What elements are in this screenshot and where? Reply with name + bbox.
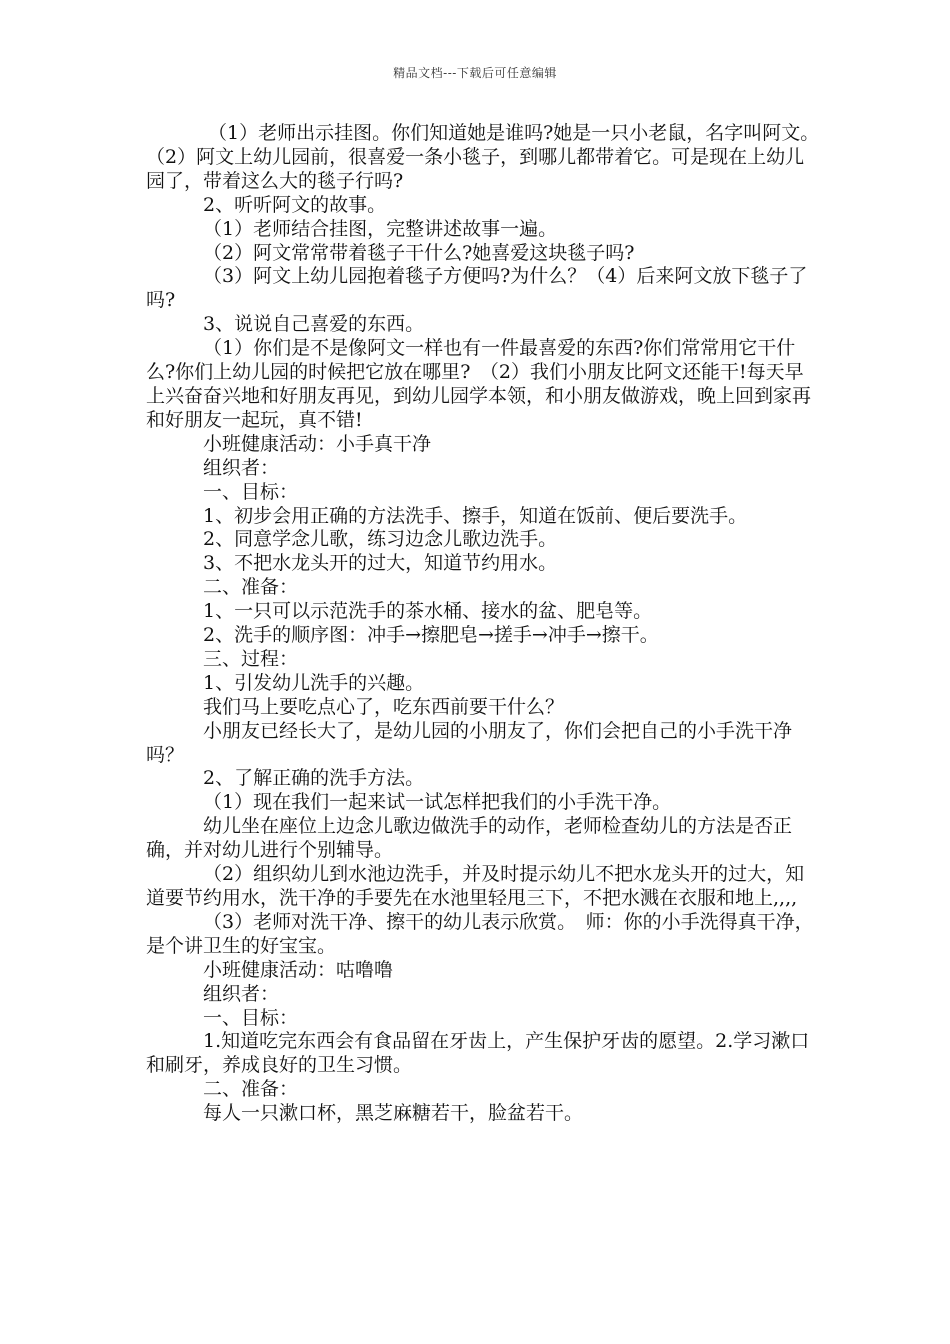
paragraph: 3、不把水龙头开的过大，知道节约用水。: [203, 552, 558, 575]
paragraph: （2）组织幼儿到水池边洗手，并及时提示幼儿不把水龙头开的过大，知道要节约用水，洗干净的手要先在水池里轻甩三下，不把水溅在衣服和地上,,,,: [146, 863, 805, 909]
paragraph: （3）阿文上幼儿园抱着毯子方便吗?为什么？（4）后来阿文放下毯子了吗?: [146, 265, 808, 312]
paragraph: 2、同意学念儿歌，练习边念儿歌边洗手。: [203, 528, 558, 551]
paragraph: （1）老师出示挂图。你们知道她是谁吗?她是一只小老鼠，名字叫阿文。 （2）阿文上幼儿园前，很喜爱一条小毯子，到哪儿都带着它。可是现在上幼儿园了，带着这么大的毯子行吗?: [146, 122, 829, 192]
paragraph: 我们马上要吃点心了，吃东西前要干什么？: [203, 695, 565, 718]
paragraph: 1.知道吃完东西会有食品留在牙齿上，产生保护牙齿的愿望。2.学习漱口和刷牙，养成良好的卫生习惯。: [146, 1030, 810, 1077]
section-heading: 二、准备：: [203, 1078, 299, 1101]
paragraph: （1）现在我们一起来试一试怎样把我们的小手洗干净。: [203, 791, 672, 814]
section-heading: 三、过程：: [203, 647, 299, 670]
paragraph: 小朋友已经长大了，是幼儿园的小朋友了，你们会把自己的小手洗干净吗？: [146, 719, 793, 766]
paragraph: （1）老师结合挂图，完整讲述故事一遍。: [203, 217, 558, 240]
section-heading: 一、目标：: [203, 1006, 299, 1029]
paragraph: 每人一只漱口杯，黑芝麻糖若干，脸盆若干。: [203, 1102, 584, 1125]
section-heading: 一、目标：: [203, 480, 299, 503]
section-heading: 二、准备：: [203, 576, 299, 599]
paragraph: 幼儿坐在座位上边念儿歌边做洗手的动作，老师检查幼儿的方法是否正确，并对幼儿进行个别辅导。: [146, 815, 793, 862]
page-header: 精品文档---下载后可任意编辑: [393, 66, 557, 80]
paragraph: 组织者：: [203, 982, 280, 1005]
paragraph: 1、初步会用正确的方法洗手、擦手，知道在饭前、便后要洗手。: [203, 504, 748, 527]
document-body: [146, 122, 829, 1126]
paragraph: 组织者：: [203, 456, 280, 479]
paragraph: 2、了解正确的洗手方法。: [203, 767, 425, 790]
section-title: 小班健康活动：小手真干净: [203, 432, 432, 455]
paragraph: （2）阿文常常带着毯子干什么?她喜爱这块毯子吗?: [203, 241, 635, 264]
section-title: 小班健康活动：咕噜噜: [203, 958, 394, 981]
paragraph: 2、听听阿文的故事。: [203, 193, 387, 216]
paragraph: 3、说说自己喜爱的东西。: [203, 313, 425, 336]
paragraph: （1）你们是不是像阿文一样也有一件最喜爱的东西?你们常常用它干什么?你们上幼儿园的时候把它放在哪里? （2）我们小朋友比阿文还能干!每天早上兴奋奋兴地和好朋友再见，到幼儿园学本领，和小朋友做游戏，晚上回到家再和好朋友一起玩，真不错!: [146, 337, 812, 431]
paragraph: 2、洗手的顺序图：冲手→擦肥皂→搓手→冲手→擦干。: [203, 624, 659, 647]
paragraph: 1、引发幼儿洗手的兴趣。: [203, 671, 425, 694]
paragraph: 1、一只可以示范洗手的茶水桶、接水的盆、肥皂等。: [203, 600, 653, 623]
paragraph: （3）老师对洗干净、擦干的幼儿表示欣赏。 师：你的小手洗得真干净，是个讲卫生的好宝宝。: [146, 910, 814, 957]
